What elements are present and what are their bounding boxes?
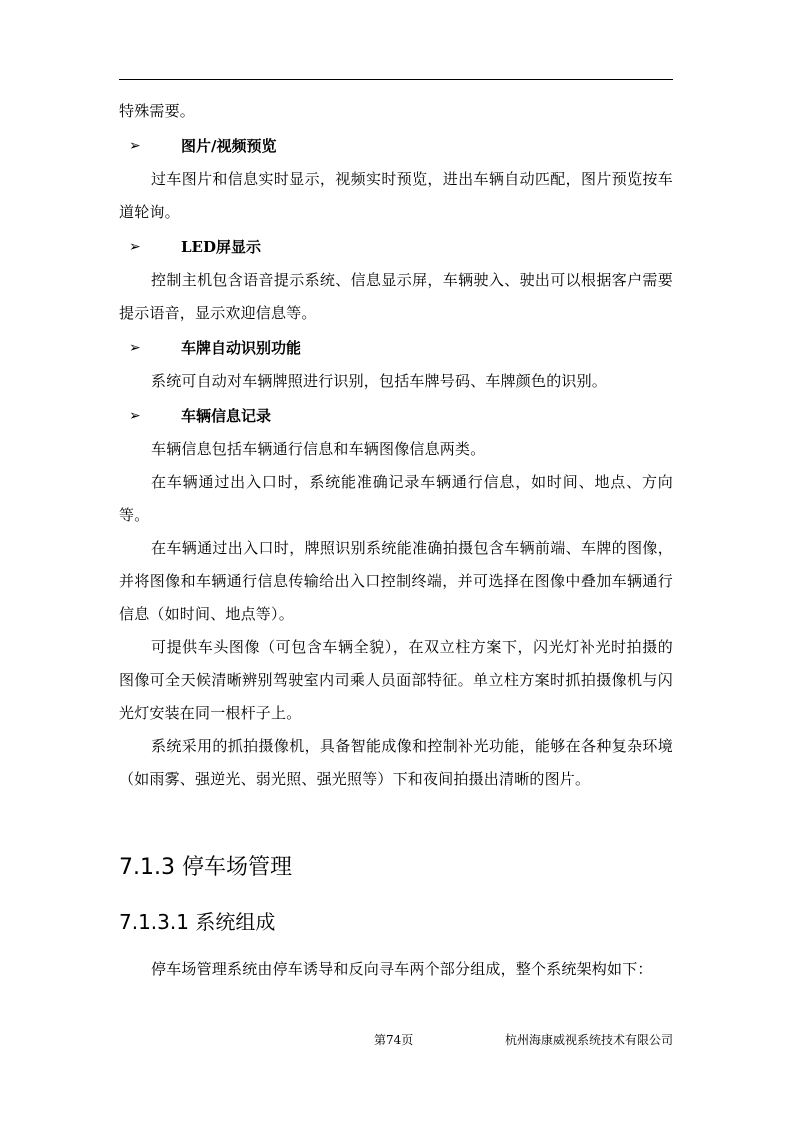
paragraph: 系统可自动对车辆牌照进行识别，包括车牌号码、车牌颜色的识别。 [151, 372, 608, 390]
page-footer [119, 1031, 673, 1051]
bullet-heading-label: LED屏显示 [181, 238, 261, 256]
paragraph: 在车辆通过出入口时，牌照识别系统能准确拍摄包含车辆前端、车牌的图像，并将图像和车辆通行信息传输给出入口控制终端，并可选择在图像中叠加车辆通行信息（如时间、地点等）。 [119, 539, 673, 623]
document-body [119, 95, 673, 796]
paragraph: 车辆信息包括车辆通行信息和车辆图像信息两类。 [151, 440, 486, 458]
subsection-heading: 7.1.3.1 系统组成 [119, 910, 276, 934]
arrow-bullet-icon: ➢ [129, 137, 141, 154]
paragraph: 控制主机包含语音提示系统、信息显示屏，车辆驶入、驶出可以根据客户需要提示语音，显示欢迎信息等。 [119, 271, 673, 322]
bullet-heading-label: 图片/视频预览 [181, 137, 277, 155]
paragraph: 在车辆通过出入口时，系统能准确记录车辆通行信息，如时间、地点、方向等。 [119, 473, 673, 524]
header-rule [119, 79, 673, 80]
arrow-bullet-icon: ➢ [129, 238, 141, 255]
arrow-bullet-icon: ➢ [129, 407, 141, 424]
bullet-heading [119, 128, 673, 163]
paragraph: 系统采用的抓拍摄像机，具备智能成像和控制补光功能，能够在各种复杂环境（如雨雾、强逆光、弱光照、强光照等）下和夜间拍摄出清晰的图片。 [119, 737, 673, 788]
paragraph: 停车场管理系统由停车诱导和反向寻车两个部分组成，整个系统架构如下： [151, 960, 653, 978]
bullet-heading [119, 229, 673, 264]
section-heading: 7.1.3 停车场管理 [119, 855, 292, 880]
paragraph: 特殊需要。 [119, 102, 196, 120]
bullet-heading-label: 车辆信息记录 [181, 407, 272, 425]
paragraph: 可提供车头图像（可包含车辆全貌），在双立柱方案下，闪光灯补光时拍摄的图像可全天候清晰辨别驾驶室内司乘人员面部特征。单立柱方案时抓拍摄像机与闪光灯安装在同一根杆子上。 [119, 638, 673, 722]
bullet-heading [119, 330, 673, 365]
bullet-heading [119, 398, 673, 433]
company-name: 杭州海康威视系统技术有限公司 [504, 1033, 673, 1047]
bullet-heading-label: 车牌自动识别功能 [181, 339, 302, 357]
arrow-bullet-icon: ➢ [129, 339, 141, 356]
paragraph: 过车图片和信息实时显示，视频实时预览，进出车辆自动匹配，图片预览按车道轮询。 [119, 170, 673, 221]
page-number: 第74页 [374, 1033, 414, 1047]
